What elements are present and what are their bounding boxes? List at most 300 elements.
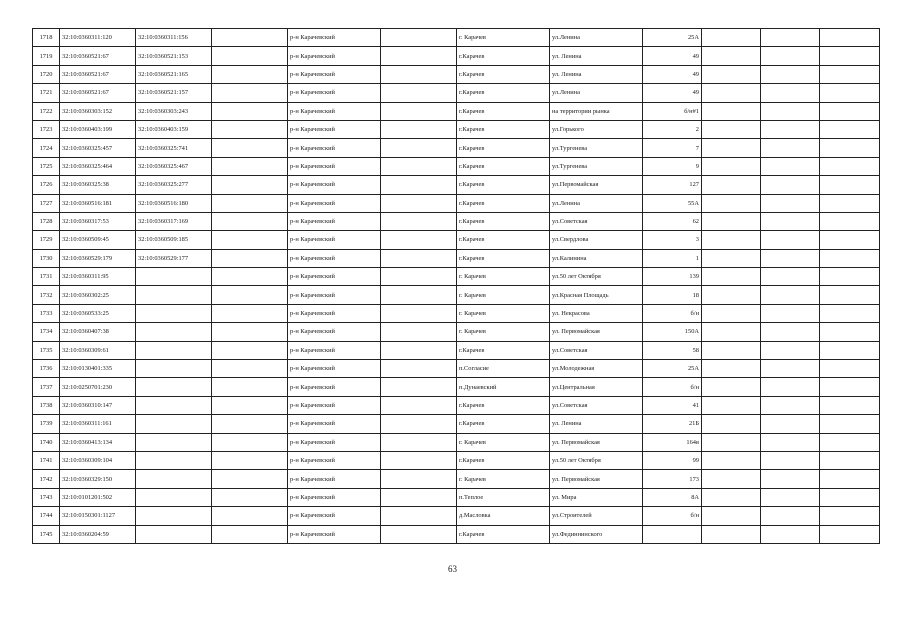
empty-cell	[212, 176, 288, 194]
empty-cell	[212, 507, 288, 525]
street-cell: ул.Тургенева	[550, 157, 643, 175]
registry-table-body	[33, 29, 880, 544]
cadastral-number-cell: 32:10:0360521:67	[60, 65, 136, 83]
empty-cell	[212, 249, 288, 267]
related-cadastral-number-cell: 32:10:0360521:157	[136, 84, 212, 102]
row-number-cell: 1724	[33, 139, 60, 157]
empty-cell	[702, 65, 761, 83]
cadastral-number-cell: 32:10:0360325:464	[60, 157, 136, 175]
cadastral-number-cell: 32:10:0360325:38	[60, 176, 136, 194]
empty-cell	[381, 268, 457, 286]
empty-cell	[381, 249, 457, 267]
empty-cell	[702, 249, 761, 267]
table-row	[33, 396, 880, 414]
empty-cell	[702, 84, 761, 102]
table-row	[33, 102, 880, 120]
settlement-cell: п.Теплое	[457, 488, 550, 506]
district-cell: р-н Карачевский	[288, 139, 381, 157]
row-number-cell: 1723	[33, 120, 60, 138]
district-cell: р-н Карачевский	[288, 212, 381, 230]
empty-cell	[820, 378, 880, 396]
district-cell: р-н Карачевский	[288, 29, 381, 47]
empty-cell	[761, 360, 820, 378]
house-number-cell: 8А	[643, 488, 702, 506]
empty-cell	[702, 507, 761, 525]
district-cell: р-н Карачевский	[288, 249, 381, 267]
street-cell: ул.Первомайская	[550, 176, 643, 194]
table-row	[33, 176, 880, 194]
empty-cell	[820, 65, 880, 83]
empty-cell	[761, 323, 820, 341]
empty-cell	[381, 47, 457, 65]
street-cell: ул. Первомайская	[550, 470, 643, 488]
cadastral-number-cell: 32:10:0360309:61	[60, 341, 136, 359]
empty-cell	[702, 304, 761, 322]
house-number-cell: 2	[643, 120, 702, 138]
empty-cell	[212, 470, 288, 488]
row-number-cell: 1725	[33, 157, 60, 175]
row-number-cell: 1721	[33, 84, 60, 102]
empty-cell	[381, 396, 457, 414]
empty-cell	[381, 378, 457, 396]
house-number-cell: 41	[643, 396, 702, 414]
row-number-cell: 1742	[33, 470, 60, 488]
empty-cell	[381, 507, 457, 525]
street-cell: ул.Горького	[550, 120, 643, 138]
empty-cell	[702, 323, 761, 341]
empty-cell	[212, 194, 288, 212]
empty-cell	[381, 304, 457, 322]
empty-cell	[212, 84, 288, 102]
related-cadastral-number-cell	[136, 378, 212, 396]
street-cell: ул. Ленина	[550, 65, 643, 83]
empty-cell	[212, 29, 288, 47]
row-number-cell: 1741	[33, 451, 60, 469]
empty-cell	[761, 304, 820, 322]
empty-cell	[761, 488, 820, 506]
table-row	[33, 65, 880, 83]
settlement-cell: г.Карачев	[457, 65, 550, 83]
empty-cell	[212, 433, 288, 451]
related-cadastral-number-cell: 32:10:0360325:467	[136, 157, 212, 175]
empty-cell	[381, 102, 457, 120]
related-cadastral-number-cell	[136, 415, 212, 433]
house-number-cell: 25А	[643, 360, 702, 378]
empty-cell	[212, 102, 288, 120]
cadastral-number-cell: 32:10:0360311:161	[60, 415, 136, 433]
empty-cell	[212, 378, 288, 396]
related-cadastral-number-cell	[136, 341, 212, 359]
street-cell: ул.50 лет Октября	[550, 451, 643, 469]
empty-cell	[761, 212, 820, 230]
cadastral-number-cell: 32:10:0150301:1127	[60, 507, 136, 525]
related-cadastral-number-cell	[136, 470, 212, 488]
page-number: 63	[448, 564, 457, 574]
empty-cell	[381, 212, 457, 230]
settlement-cell: п.Дунаевский	[457, 378, 550, 396]
empty-cell	[381, 415, 457, 433]
empty-cell	[702, 470, 761, 488]
empty-cell	[820, 323, 880, 341]
table-row	[33, 84, 880, 102]
empty-cell	[212, 65, 288, 83]
district-cell: р-н Карачевский	[288, 341, 381, 359]
house-number-cell: 164в	[643, 433, 702, 451]
related-cadastral-number-cell: 32:10:0360516:180	[136, 194, 212, 212]
district-cell: р-н Карачевский	[288, 360, 381, 378]
house-number-cell: 25А	[643, 29, 702, 47]
house-number-cell: 173	[643, 470, 702, 488]
row-number-cell: 1735	[33, 341, 60, 359]
cadastral-number-cell: 32:10:0360413:134	[60, 433, 136, 451]
cadastral-number-cell: 32:10:0360310:147	[60, 396, 136, 414]
related-cadastral-number-cell: 32:10:0360529:177	[136, 249, 212, 267]
table-row	[33, 139, 880, 157]
empty-cell	[212, 360, 288, 378]
empty-cell	[212, 415, 288, 433]
cadastral-number-cell: 32:10:0360311:95	[60, 268, 136, 286]
empty-cell	[761, 507, 820, 525]
cadastral-number-cell: 32:10:0360516:181	[60, 194, 136, 212]
cadastral-number-cell: 32:10:0360403:199	[60, 120, 136, 138]
house-number-cell: 99	[643, 451, 702, 469]
house-number-cell: 150А	[643, 323, 702, 341]
table-row	[33, 249, 880, 267]
empty-cell	[820, 120, 880, 138]
settlement-cell: г.Карачев	[457, 451, 550, 469]
table-row	[33, 157, 880, 175]
settlement-cell: г.Карачев	[457, 396, 550, 414]
related-cadastral-number-cell	[136, 525, 212, 543]
empty-cell	[702, 231, 761, 249]
empty-cell	[761, 120, 820, 138]
empty-cell	[761, 65, 820, 83]
empty-cell	[702, 378, 761, 396]
row-number-cell: 1719	[33, 47, 60, 65]
house-number-cell: б/н	[643, 378, 702, 396]
settlement-cell: г. Карачев	[457, 433, 550, 451]
empty-cell	[212, 212, 288, 230]
district-cell: р-н Карачевский	[288, 102, 381, 120]
empty-cell	[820, 396, 880, 414]
empty-cell	[702, 157, 761, 175]
related-cadastral-number-cell: 32:10:0360521:165	[136, 65, 212, 83]
empty-cell	[702, 176, 761, 194]
house-number-cell: 55А	[643, 194, 702, 212]
house-number-cell: 58	[643, 341, 702, 359]
empty-cell	[702, 286, 761, 304]
empty-cell	[381, 470, 457, 488]
empty-cell	[212, 231, 288, 249]
empty-cell	[820, 268, 880, 286]
row-number-cell: 1738	[33, 396, 60, 414]
table-row	[33, 29, 880, 47]
street-cell: на территории рынка	[550, 102, 643, 120]
table-row	[33, 120, 880, 138]
cadastral-number-cell: 32:10:0101201:502	[60, 488, 136, 506]
row-number-cell: 1743	[33, 488, 60, 506]
row-number-cell: 1726	[33, 176, 60, 194]
empty-cell	[702, 451, 761, 469]
street-cell: ул.Советская	[550, 212, 643, 230]
table-row	[33, 433, 880, 451]
empty-cell	[702, 396, 761, 414]
related-cadastral-number-cell	[136, 507, 212, 525]
table-row	[33, 415, 880, 433]
empty-cell	[761, 378, 820, 396]
district-cell: р-н Карачевский	[288, 488, 381, 506]
empty-cell	[820, 231, 880, 249]
related-cadastral-number-cell: 32:10:0360317:169	[136, 212, 212, 230]
row-number-cell: 1740	[33, 433, 60, 451]
empty-cell	[212, 525, 288, 543]
street-cell: ул.Строителей	[550, 507, 643, 525]
empty-cell	[702, 341, 761, 359]
related-cadastral-number-cell	[136, 396, 212, 414]
empty-cell	[212, 157, 288, 175]
cadastral-number-cell: 32:10:0360309:104	[60, 451, 136, 469]
district-cell: р-н Карачевский	[288, 84, 381, 102]
district-cell: р-н Карачевский	[288, 396, 381, 414]
empty-cell	[820, 176, 880, 194]
row-number-cell: 1745	[33, 525, 60, 543]
row-number-cell: 1732	[33, 286, 60, 304]
street-cell: ул. Ленина	[550, 415, 643, 433]
cadastral-number-cell: 32:10:0360533:25	[60, 304, 136, 322]
district-cell: р-н Карачевский	[288, 470, 381, 488]
empty-cell	[212, 341, 288, 359]
empty-cell	[212, 396, 288, 414]
settlement-cell: г.Карачев	[457, 102, 550, 120]
house-number-cell: б/н	[643, 304, 702, 322]
empty-cell	[381, 341, 457, 359]
house-number-cell: 62	[643, 212, 702, 230]
empty-cell	[761, 433, 820, 451]
district-cell: р-н Карачевский	[288, 231, 381, 249]
district-cell: р-н Карачевский	[288, 286, 381, 304]
empty-cell	[761, 268, 820, 286]
house-number-cell	[643, 525, 702, 543]
empty-cell	[381, 286, 457, 304]
table-row	[33, 212, 880, 230]
row-number-cell: 1744	[33, 507, 60, 525]
settlement-cell: г.Карачев	[457, 415, 550, 433]
house-number-cell: 139	[643, 268, 702, 286]
table-row	[33, 451, 880, 469]
related-cadastral-number-cell: 32:10:0360311:156	[136, 29, 212, 47]
street-cell: ул.Фединнинского	[550, 525, 643, 543]
cadastral-number-cell: 32:10:0360317:53	[60, 212, 136, 230]
empty-cell	[761, 525, 820, 543]
empty-cell	[820, 102, 880, 120]
house-number-cell: 49	[643, 84, 702, 102]
cadastral-number-cell: 32:10:0130401:335	[60, 360, 136, 378]
house-number-cell: 18	[643, 286, 702, 304]
empty-cell	[381, 65, 457, 83]
cadastral-number-cell: 32:10:0360311:120	[60, 29, 136, 47]
district-cell: р-н Карачевский	[288, 120, 381, 138]
related-cadastral-number-cell	[136, 433, 212, 451]
settlement-cell: г.Карачев	[457, 194, 550, 212]
settlement-cell: г. Карачев	[457, 268, 550, 286]
related-cadastral-number-cell: 32:10:0360303:243	[136, 102, 212, 120]
street-cell: ул.50 лет Октября	[550, 268, 643, 286]
empty-cell	[702, 415, 761, 433]
empty-cell	[381, 488, 457, 506]
district-cell: р-н Карачевский	[288, 304, 381, 322]
related-cadastral-number-cell	[136, 286, 212, 304]
house-number-cell: 7	[643, 139, 702, 157]
street-cell: ул.Советская	[550, 341, 643, 359]
related-cadastral-number-cell	[136, 323, 212, 341]
empty-cell	[381, 360, 457, 378]
related-cadastral-number-cell: 32:10:0360403:159	[136, 120, 212, 138]
empty-cell	[381, 120, 457, 138]
cadastral-number-cell: 32:10:0360407:38	[60, 323, 136, 341]
related-cadastral-number-cell: 32:10:0360509:185	[136, 231, 212, 249]
empty-cell	[702, 120, 761, 138]
settlement-cell: г.Карачев	[457, 525, 550, 543]
row-number-cell: 1736	[33, 360, 60, 378]
settlement-cell: г. Карачев	[457, 286, 550, 304]
empty-cell	[212, 120, 288, 138]
district-cell: р-н Карачевский	[288, 378, 381, 396]
table-row	[33, 507, 880, 525]
street-cell: ул. Некрасова	[550, 304, 643, 322]
empty-cell	[820, 139, 880, 157]
empty-cell	[381, 194, 457, 212]
settlement-cell: г.Карачев	[457, 157, 550, 175]
empty-cell	[212, 451, 288, 469]
street-cell: ул. Первомайская	[550, 433, 643, 451]
district-cell: р-н Карачевский	[288, 415, 381, 433]
table-row	[33, 378, 880, 396]
district-cell: р-н Карачевский	[288, 433, 381, 451]
empty-cell	[761, 286, 820, 304]
cadastral-number-cell: 32:10:0360521:67	[60, 84, 136, 102]
table-row	[33, 304, 880, 322]
table-row	[33, 47, 880, 65]
row-number-cell: 1722	[33, 102, 60, 120]
empty-cell	[761, 47, 820, 65]
district-cell: р-н Карачевский	[288, 47, 381, 65]
street-cell: ул.Свердлова	[550, 231, 643, 249]
empty-cell	[212, 323, 288, 341]
row-number-cell: 1730	[33, 249, 60, 267]
empty-cell	[820, 360, 880, 378]
settlement-cell: г.Карачев	[457, 212, 550, 230]
empty-cell	[820, 84, 880, 102]
street-cell: ул. Мира	[550, 488, 643, 506]
empty-cell	[702, 102, 761, 120]
empty-cell	[820, 304, 880, 322]
related-cadastral-number-cell: 32:10:0360325:277	[136, 176, 212, 194]
house-number-cell: 3	[643, 231, 702, 249]
cadastral-number-cell: 32:10:0360521:67	[60, 47, 136, 65]
empty-cell	[381, 433, 457, 451]
empty-cell	[212, 304, 288, 322]
settlement-cell: г.Карачев	[457, 341, 550, 359]
cadastral-number-cell: 32:10:0360529:179	[60, 249, 136, 267]
district-cell: р-н Карачевский	[288, 194, 381, 212]
cadastral-number-cell: 32:10:0360302:25	[60, 286, 136, 304]
cadastral-number-cell: 32:10:0360329:150	[60, 470, 136, 488]
empty-cell	[820, 212, 880, 230]
row-number-cell: 1727	[33, 194, 60, 212]
table-row	[33, 525, 880, 543]
empty-cell	[761, 102, 820, 120]
empty-cell	[702, 433, 761, 451]
table-row	[33, 286, 880, 304]
empty-cell	[212, 47, 288, 65]
house-number-cell: 127	[643, 176, 702, 194]
related-cadastral-number-cell: 32:10:0360325:741	[136, 139, 212, 157]
empty-cell	[820, 47, 880, 65]
empty-cell	[820, 29, 880, 47]
empty-cell	[761, 139, 820, 157]
empty-cell	[212, 286, 288, 304]
street-cell: ул.Центральная	[550, 378, 643, 396]
settlement-cell: г.Карачев	[457, 231, 550, 249]
empty-cell	[702, 139, 761, 157]
settlement-cell: г.Карачев	[457, 249, 550, 267]
settlement-cell: г.Карачев	[457, 139, 550, 157]
empty-cell	[761, 29, 820, 47]
district-cell: р-н Карачевский	[288, 525, 381, 543]
row-number-cell: 1728	[33, 212, 60, 230]
street-cell: ул.Молодежная	[550, 360, 643, 378]
settlement-cell: д.Масловка	[457, 507, 550, 525]
empty-cell	[761, 157, 820, 175]
empty-cell	[820, 194, 880, 212]
street-cell: ул.Ленина	[550, 29, 643, 47]
row-number-cell: 1718	[33, 29, 60, 47]
table-row	[33, 268, 880, 286]
settlement-cell: г.Карачев	[457, 47, 550, 65]
row-number-cell: 1720	[33, 65, 60, 83]
empty-cell	[212, 268, 288, 286]
row-number-cell: 1729	[33, 231, 60, 249]
settlement-cell: г. Карачев	[457, 304, 550, 322]
related-cadastral-number-cell	[136, 360, 212, 378]
table-row	[33, 488, 880, 506]
cadastral-number-cell: 32:10:0360204:59	[60, 525, 136, 543]
empty-cell	[820, 249, 880, 267]
empty-cell	[761, 396, 820, 414]
empty-cell	[702, 47, 761, 65]
house-number-cell: 9	[643, 157, 702, 175]
empty-cell	[381, 157, 457, 175]
settlement-cell: г. Карачев	[457, 470, 550, 488]
empty-cell	[761, 451, 820, 469]
street-cell: ул.Ленина	[550, 84, 643, 102]
settlement-cell: г. Карачев	[457, 29, 550, 47]
empty-cell	[820, 470, 880, 488]
row-number-cell: 1739	[33, 415, 60, 433]
house-number-cell: 49	[643, 65, 702, 83]
empty-cell	[212, 139, 288, 157]
street-cell: ул.Советская	[550, 396, 643, 414]
empty-cell	[820, 341, 880, 359]
street-cell: ул. Ленина	[550, 47, 643, 65]
related-cadastral-number-cell	[136, 304, 212, 322]
empty-cell	[761, 470, 820, 488]
settlement-cell: г.Карачев	[457, 176, 550, 194]
row-number-cell: 1731	[33, 268, 60, 286]
empty-cell	[381, 84, 457, 102]
empty-cell	[381, 176, 457, 194]
empty-cell	[702, 29, 761, 47]
